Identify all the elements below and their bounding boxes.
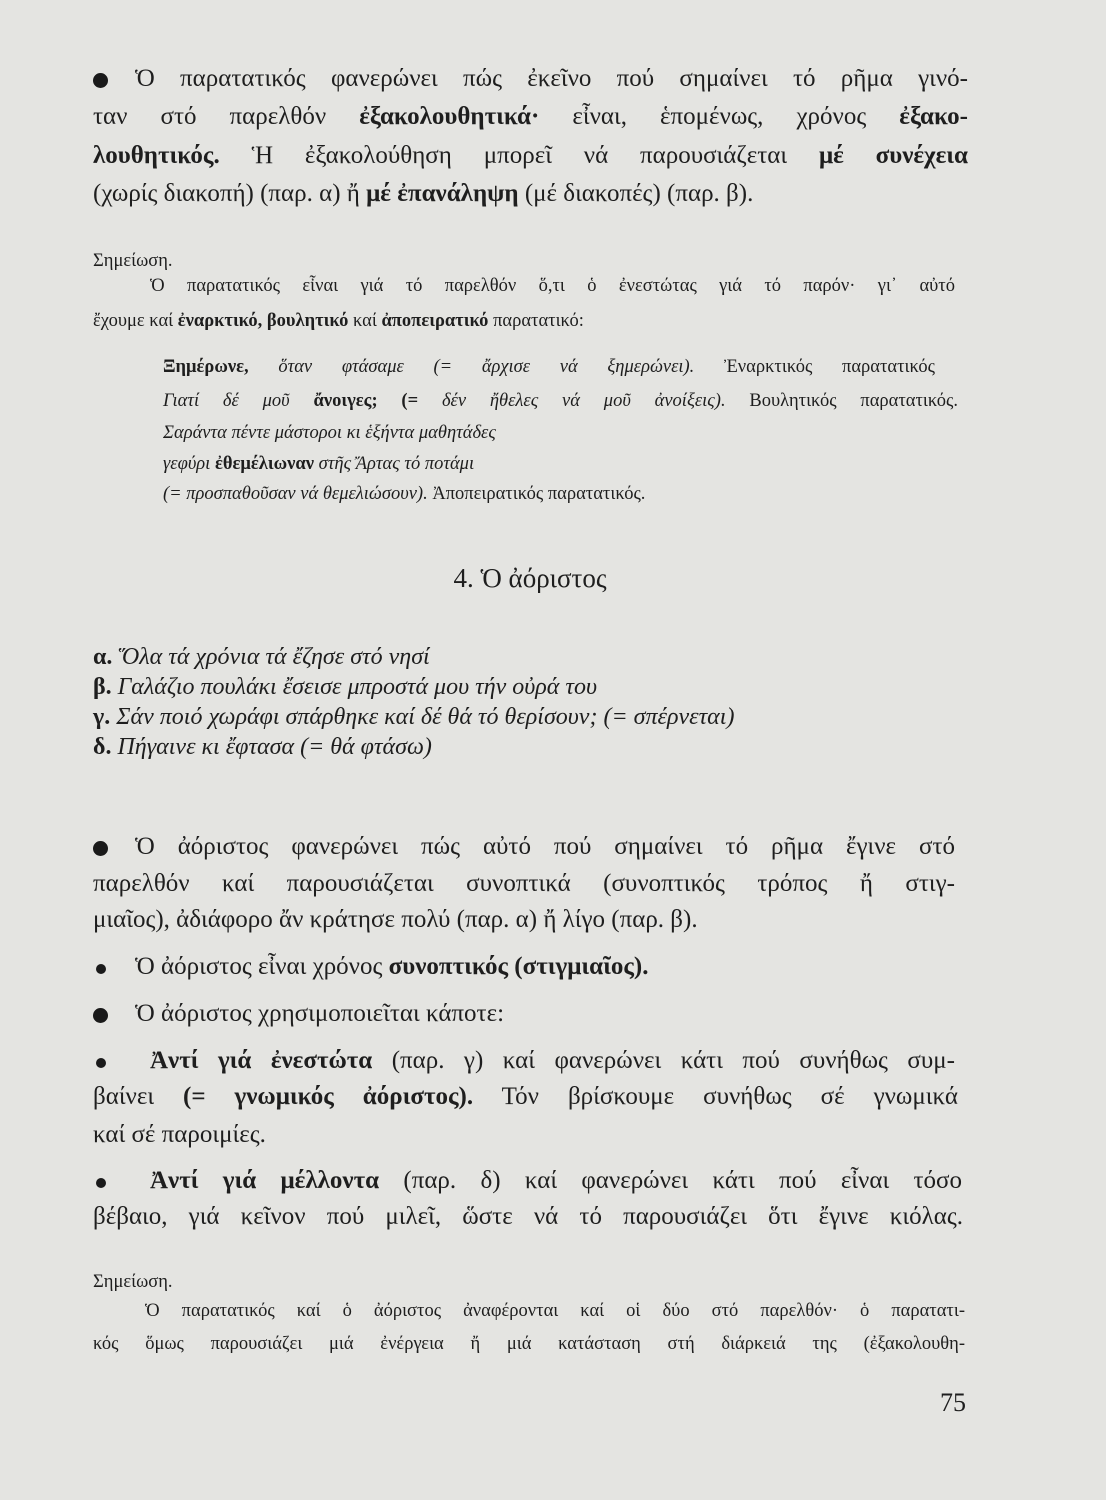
paragraph-line [135, 1001, 504, 1026]
text-run: συνοπτικός (στιγμιαῖος). [388, 953, 649, 981]
text-run: κός ὅμως παρουσιάζει μιά ἐνέργεια ἤ μιά κατάσταση στή διάρκειά της (ἐξακολουθη- [93, 1333, 965, 1354]
bullet-icon [96, 1058, 106, 1068]
text-run: β. [93, 673, 112, 700]
text-run: ἐθεμέλιωναν [214, 453, 315, 474]
example-line [163, 358, 935, 377]
example-line [163, 392, 958, 411]
text-run: Ἀποπειρατικός παρατατικός. [427, 483, 646, 504]
text-run: Ἀντί γιά ἐνεστώτα [150, 1047, 373, 1075]
text-run: λουθητικός. [93, 142, 220, 170]
text-run: παρελθόν καί παρουσιάζεται συνοπτικά (συνοπτικός τρόπος ἤ στιγ- [93, 870, 955, 898]
text-run: Ὁ ἀόριστος φανερώνει πώς αὐτό πού σημαίνει τό ρῆμα ἔγινε στό [135, 833, 955, 861]
text-run: ἔχουμε καί [93, 310, 178, 331]
paragraph-line [93, 143, 968, 168]
bullet-icon [93, 841, 108, 856]
paragraph-line [93, 181, 753, 206]
note-line [150, 277, 955, 296]
text-run: ταν στό παρελθόν [93, 103, 360, 131]
text-run: Ὁ ἀόριστος εἶναι χρόνος [135, 953, 389, 981]
text-run: καί [348, 310, 382, 331]
example-item [93, 735, 432, 759]
bullet-icon [93, 73, 108, 88]
example-line [163, 455, 474, 474]
text-run: Ὁ παρατατικός εἶναι γιά τό παρελθόν ὅ,τι ὁ ἐνεστώτας γιά τό παρόν· γι᾽ αὐτό [150, 275, 955, 296]
paragraph-line [93, 871, 955, 896]
text-run: βέβαιο, γιά κεῖνον πού μιλεῖ, ὥστε νά τό παρουσιάζει ὅτι ἔγινε κιόλας. [93, 1203, 963, 1231]
text-run: Ἀντί γιά μέλλοντα [150, 1167, 380, 1195]
text-run: ἐξακο- [899, 103, 968, 131]
text-run: καί σέ παροιμίες. [93, 1121, 266, 1149]
text-run: Σάν ποιό χωράφι σπάρθηκε καί δέ θά τό θερίσουν; (= σπέρνεται) [110, 703, 735, 730]
text-run: (χωρίς διακοπή) (παρ. α) ἤ [93, 180, 367, 208]
paragraph-line [93, 1204, 963, 1229]
example-item [93, 645, 430, 669]
text-run: μιαῖος), ἀδιάφορο ἄν κράτησε πολύ (παρ. α) ἤ λίγο (παρ. β). [93, 906, 698, 934]
example-item [93, 705, 734, 729]
text-run: 4. Ὁ ἀόριστος [453, 563, 607, 594]
text-run: (= γνωμικός ἀόριστος). [183, 1083, 474, 1111]
text-run: (παρ. δ) καί φανερώνει κάτι πού εἶναι τόσο [379, 1167, 962, 1195]
paragraph-line [150, 1048, 955, 1073]
example-line [163, 424, 496, 443]
text-run: Σαράντα πέντε μάστοροι κι ἑξήντα μαθητάδες [163, 422, 496, 443]
example-item [93, 675, 597, 699]
text-run: Ὁ παρατατικός φανερώνει πώς ἐκεῖνο πού σημαίνει τό ρῆμα γινό- [135, 65, 968, 93]
text-run: βαίνει [93, 1083, 184, 1111]
paragraph-line [93, 1122, 266, 1147]
text-run: δέν ἤθελες νά μοῦ ἀνοίξεις). [418, 390, 726, 411]
text-run: γ. [93, 703, 111, 730]
paragraph-line [135, 954, 648, 979]
paragraph-line [93, 104, 968, 129]
text-run: ἐξακολουθητικά· [359, 103, 540, 131]
text-run: Γαλάζιο πουλάκι ἔσεισε μπροστά μου τήν οὐρά του [111, 673, 597, 700]
note-line [93, 1335, 965, 1354]
text-run: (= προσπαθοῦσαν νά θεμελιώσουν). [163, 483, 428, 504]
text-run: Ὅλα τά χρόνια τά ἔζησε στό νησί [112, 643, 430, 670]
text-run: (παρ. γ) καί φανερώνει κάτι πού συνήθως συμ- [372, 1047, 955, 1075]
paragraph-line [93, 1084, 958, 1109]
text-run: Τόν βρίσκουμε συνήθως σέ γνωμικά [473, 1083, 958, 1111]
text-run: μέ συνέχεια [818, 142, 968, 170]
example-line [163, 485, 645, 504]
text-run: Γιατί δέ μοῦ [163, 390, 314, 411]
text-run: εἶναι, ἑπομένως, χρόνος [539, 103, 900, 131]
paragraph-line [150, 1168, 962, 1193]
paragraph-line [135, 834, 955, 859]
text-run: ἄνοιγες; (= [313, 390, 419, 411]
bullet-icon [96, 1178, 106, 1188]
note-line [145, 1302, 965, 1321]
text-run: δ. [93, 733, 112, 760]
text-run: α. [93, 643, 113, 670]
note-line [93, 312, 584, 331]
text-run: παρατατικό: [488, 310, 584, 331]
text-run: Ἡ ἐξακολούθηση μπορεῖ νά παρουσιάζεται [219, 142, 819, 170]
note-heading [93, 252, 173, 271]
text-run: στῆς Ἄρτας τό ποτάμι [314, 453, 475, 474]
text-run: μέ ἐπανάληψη [366, 180, 519, 208]
text-run: ἀποπειρατικό [381, 310, 489, 331]
section-heading [0, 565, 1060, 592]
text-run: Ἐναρκτικός παρατατικός [694, 356, 935, 377]
text-run: Σημείωση. [93, 1271, 173, 1292]
page-number: 75 [940, 1388, 966, 1417]
text-run: Ὁ ἀόριστος χρησιμοποιεῖται κάποτε: [135, 1000, 505, 1028]
text-run: Ὁ παρατατικός καί ὁ ἀόριστος ἀναφέρονται καί οἱ δύο στό παρελθόν· ὁ παρατατι- [145, 1300, 965, 1321]
text-run: ἐναρκτικό, βουλητικό [177, 310, 349, 331]
paragraph-line [135, 66, 968, 91]
text-run: Ξημέρωνε, [163, 356, 249, 377]
text-run: ὅταν φτάσαμε (= ἄρχισε νά ξημερώνει). [248, 356, 695, 377]
text-run: Πήγαινε κι ἔφτασα (= θά φτάσω) [111, 733, 432, 760]
bullet-icon [96, 964, 106, 974]
text-run: Βουλητικός παρατατικός. [725, 390, 958, 411]
note-heading [93, 1273, 173, 1292]
text-run: (μέ διακοπές) (παρ. β). [518, 180, 754, 208]
text-run: Σημείωση. [93, 250, 173, 271]
paragraph-line [93, 907, 698, 932]
text-run: γεφύρι [163, 453, 215, 474]
bullet-icon [93, 1008, 108, 1023]
